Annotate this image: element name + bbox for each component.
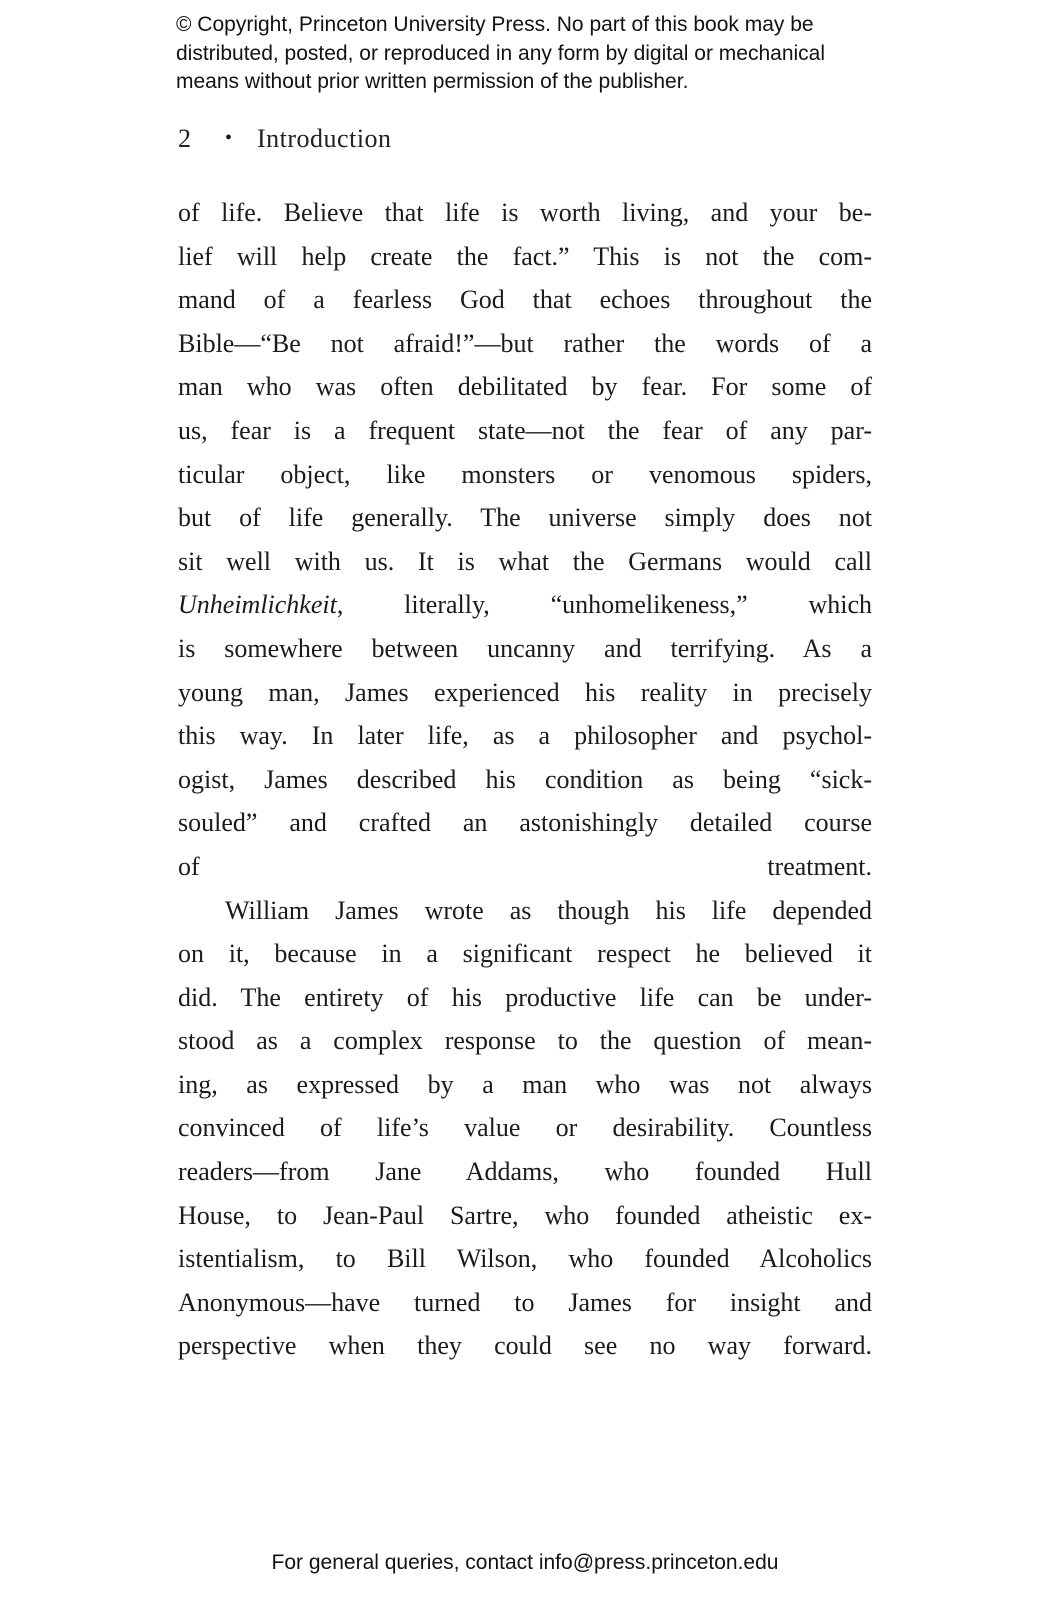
text-line: of treatment. bbox=[178, 851, 872, 881]
footer-contact-text: For general queries, contact info@press.princeton.edu bbox=[271, 1551, 779, 1574]
text-line: man who was often debilitated by fear. For some of bbox=[178, 372, 872, 402]
chapter-title: Introduction bbox=[257, 124, 392, 153]
text-line: ticular object, like monsters or venomous spiders, bbox=[178, 459, 872, 489]
text-line: is somewhere between uncanny and terrifying. As a bbox=[178, 633, 872, 663]
text-line: of life. Believe that life is worth living, and your be- bbox=[178, 198, 872, 227]
text-line: ogist, James described his condition as being “sick- bbox=[178, 764, 872, 794]
text-line: Anonymous—have turned to James for insight and bbox=[178, 1287, 872, 1317]
text-line: ing, as expressed by a man who was not always bbox=[178, 1069, 872, 1099]
text-line: souled” and crafted an astonishingly detailed course bbox=[178, 808, 872, 838]
text-line: did. The entirety of his productive life can be under- bbox=[178, 982, 872, 1012]
text-line: Unheimlichkeit, literally, “unhomelikeness,” which bbox=[178, 590, 872, 620]
text-line: stood as a complex response to the question of mean- bbox=[178, 1026, 872, 1056]
text-line: convinced of life’s value or desirability. Countless bbox=[178, 1113, 872, 1143]
body-text bbox=[178, 191, 872, 1368]
copyright-line: distributed, posted, or reproduced in any form by digital or mechanical bbox=[176, 41, 826, 65]
text-line: on it, because in a significant respect he believed it bbox=[178, 939, 872, 969]
text-line: istentialism, to Bill Wilson, who founded Alcoholics bbox=[178, 1244, 872, 1274]
bullet-separator: • bbox=[225, 126, 233, 149]
text-line: this way. In later life, as a philosopher and psychol- bbox=[178, 721, 872, 751]
copyright-notice bbox=[176, 11, 825, 97]
copyright-line: means without prior written permission of the publisher. bbox=[176, 70, 689, 93]
text-line: but of life generally. The universe simply does not bbox=[178, 503, 872, 533]
text-line: perspective when they could see no way forward. bbox=[178, 1331, 872, 1361]
text-line: William James wrote as though his life depended bbox=[225, 895, 872, 925]
copyright-line: © Copyright, Princeton University Press. No part of this book may be bbox=[176, 13, 814, 36]
text-line: lief will help create the fact.” This is not the com- bbox=[178, 241, 872, 271]
text-line: readers—from Jane Addams, who founded Hull bbox=[178, 1157, 872, 1187]
page-header bbox=[178, 124, 392, 154]
text-line: sit well with us. It is what the Germans would call bbox=[178, 546, 872, 576]
text-line: young man, James experienced his reality in precisely bbox=[178, 677, 872, 707]
page-footer bbox=[0, 1551, 1050, 1575]
text-line: House, to Jean-Paul Sartre, who founded atheistic ex- bbox=[178, 1200, 872, 1230]
text-line: mand of a fearless God that echoes throughout the bbox=[178, 285, 872, 315]
text-line: us, fear is a frequent state—not the fear of any par- bbox=[178, 415, 872, 445]
text-line: Bible—“Be not afraid!”—but rather the words of a bbox=[178, 328, 872, 358]
page-number: 2 bbox=[178, 124, 192, 153]
